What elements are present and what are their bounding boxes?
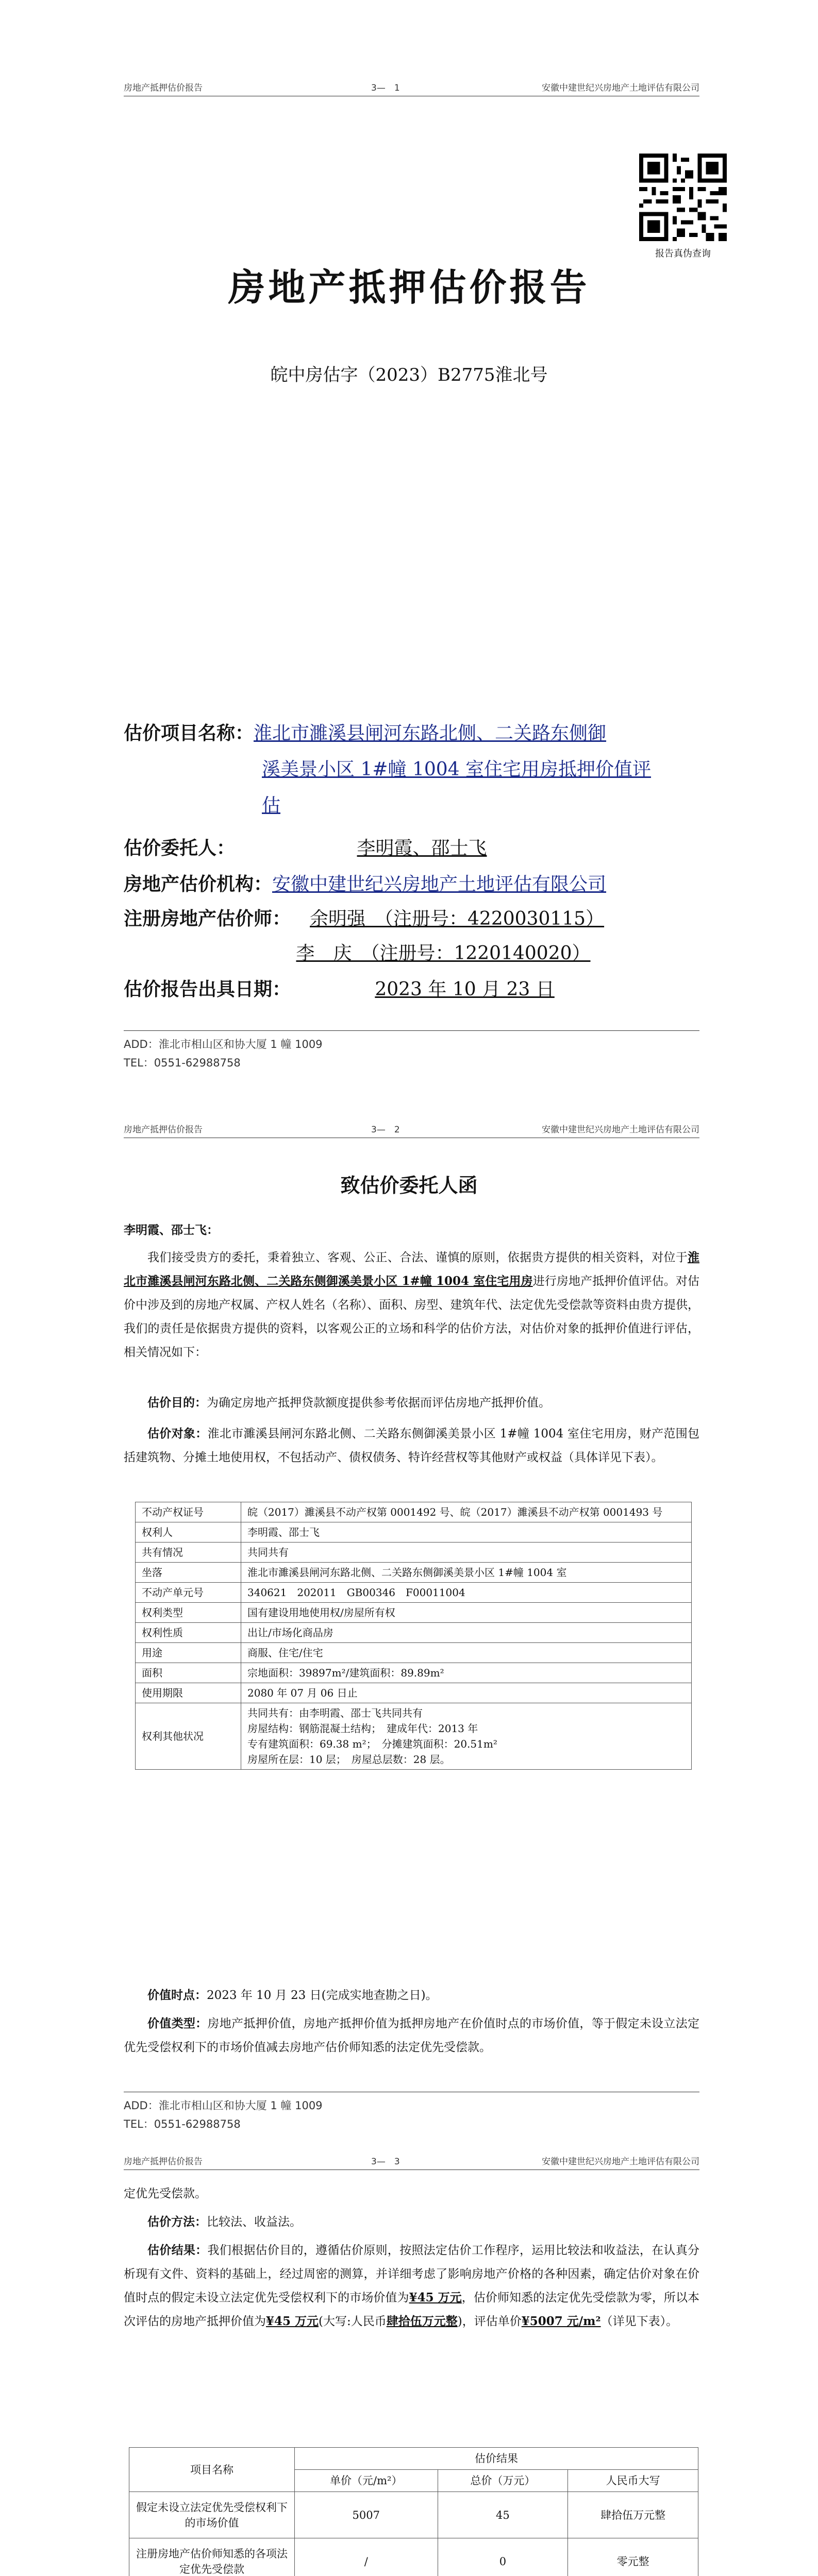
vt-header-item: 项目名称 bbox=[129, 2448, 295, 2492]
rights-value: 淮北市濉溪县闸河东路北侧、二关路东侧御溪美景小区 1#幢 1004 室 bbox=[241, 1563, 692, 1583]
rights-key: 权利人 bbox=[136, 1522, 241, 1543]
report-title: 房地产抵押估价报告 bbox=[228, 265, 590, 309]
mortgage-value: ¥45 万元 bbox=[266, 2314, 319, 2328]
org-row bbox=[124, 870, 606, 896]
table-row bbox=[136, 1583, 692, 1603]
rights-other-line: 共同共有：由李明霞、邵士飞共同共有 bbox=[247, 1707, 423, 1719]
rights-key: 用途 bbox=[136, 1643, 241, 1663]
table-row: 假定未设立法定优先受偿权利下的市场价值 5007 45 肆拾伍万元整 bbox=[129, 2492, 698, 2538]
vt-header-cn: 人民币大写 bbox=[568, 2470, 698, 2492]
appraiser-label: 注册房地产估价师： bbox=[124, 908, 291, 929]
mortgage-value-chinese: 肆拾伍万元整 bbox=[386, 2314, 458, 2328]
value-date-paragraph: 价值时点：2023 年 10 月 23 日(完成实地查勘之日)。 bbox=[147, 1988, 438, 2002]
rights-value: 共同共有 bbox=[241, 1543, 692, 1563]
vt-header-unit: 单价（元/m²） bbox=[295, 2470, 438, 2492]
rights-other-line: 房屋所在层：10 层； 房屋总层数：28 层。 bbox=[247, 1753, 450, 1766]
appraiser-2: 李 庆 （注册号：1220140020） bbox=[296, 943, 591, 964]
page-header: 房地产抵押估价报告 3— 2 安徽中建世纪兴房地产土地评估有限公司 bbox=[124, 1119, 699, 1138]
page-header bbox=[124, 77, 699, 96]
result-paragraph: 估价结果：我们根据估价目的，遵循估价原则，按照法定估价工作程序，运用比较法和收益法，在认真分析现有文件、资料的基础上，经过周密的测算，并详细考虑了影响房地产价格的各种因素，确定估价对象在价值时点的假定未设立法定优先受偿权利下的市场价值为¥45 万元，估价师知悉的法定优先受偿款为零，所以本次评估的房地产抵押价值为¥45 万元(大写:人民币肆拾伍万元整)，评估单价¥5007 元/m²（详见下表）。 bbox=[124, 2243, 700, 2328]
rights-value: 国有建设用地使用权/房屋所有权 bbox=[241, 1603, 692, 1623]
rights-key: 共有情况 bbox=[136, 1543, 241, 1563]
page-header: 房地产抵押估价报告 3— 3 安徽中建世纪兴房地产土地评估有限公司 bbox=[124, 2151, 699, 2170]
date-row bbox=[124, 975, 632, 1001]
appraiser-1: 余明强 （注册号：4220030115） bbox=[310, 908, 605, 929]
rights-value: 商服、住宅/住宅 bbox=[241, 1643, 692, 1663]
header-page-number: 3— 1 bbox=[371, 83, 400, 93]
page-footer bbox=[124, 1030, 699, 1072]
report-number: 皖中房估字（2023）B2775淮北号 bbox=[270, 365, 548, 385]
qr-code-label: 报告真伪查询 bbox=[655, 248, 711, 259]
table-row bbox=[136, 1683, 692, 1703]
rights-value: 2080 年 07 月 06 日止 bbox=[241, 1683, 692, 1703]
qr-code-icon[interactable] bbox=[639, 154, 727, 241]
date-value: 2023 年 10 月 23 日 bbox=[375, 979, 555, 1000]
header-page-number: 3— 3 bbox=[371, 2157, 400, 2167]
object-paragraph: 估价对象：淮北市濉溪县闸河东路北侧、二关路东侧御溪美景小区 1#幢 1004 室住宅用房，财产范围包括建筑物、分摊土地使用权，不包括动产、债权债务、特许经营权等其他财产或权益（具体详见下表）。 bbox=[124, 1427, 700, 1464]
rights-other-status bbox=[241, 1703, 692, 1770]
project-name-line-3: 估 bbox=[262, 795, 281, 816]
header-page-number: 3— 2 bbox=[371, 1125, 400, 1135]
rights-key: 权利其他状况 bbox=[136, 1703, 241, 1770]
cover-page bbox=[0, 0, 818, 1082]
rights-key: 权利性质 bbox=[136, 1623, 241, 1643]
table-row bbox=[136, 1522, 692, 1543]
value-type-continued: 定优先受偿款。 bbox=[124, 2187, 207, 2200]
rights-other-line: 房屋结构：钢筋混凝土结构； 建成年代：2013 年 bbox=[247, 1722, 478, 1735]
org-label: 房地产估价机构： bbox=[124, 873, 273, 895]
intro-paragraph: 我们接受贵方的委托，秉着独立、客观、公正、合法、谨慎的原则，依据贵方提供的相关资料，对位于淮北市濉溪县闸河东路北侧、二关路东侧御溪美景小区 1#幢 1004 室住宅用房进行房地产抵押价值评估。对估价中涉及到的房地产权属、产权人姓名（名称）、面积、房型、建筑年代、法定优先受偿款等资料由贵方提供，我们的责任是依据贵方提供的资料，以客观公正的立场和科学的估价方法，对估价对象的抵押价值进行评估，相关情况如下： bbox=[124, 1250, 700, 1359]
method-paragraph: 估价方法：比较法、收益法。 bbox=[147, 2215, 302, 2229]
rights-key: 不动产权证号 bbox=[136, 1502, 241, 1522]
appraiser-row bbox=[124, 904, 617, 930]
rights-value: 340621 202011 GB00346 F00011004 bbox=[241, 1583, 692, 1603]
table-row bbox=[136, 1543, 692, 1563]
value-type-paragraph: 价值类型：房地产抵押价值，房地产抵押价值为抵押房地产在价值时点的市场价值，等于假定未设立法定优先受偿权利下的市场价值减去房地产估价师知悉的法定优先受偿款。 bbox=[124, 2016, 699, 2054]
unit-price: ¥5007 元/m² bbox=[521, 2314, 601, 2328]
org-value: 安徽中建世纪兴房地产土地评估有限公司 bbox=[272, 874, 607, 895]
rights-value: 李明霞、邵士飞 bbox=[241, 1522, 692, 1543]
table-row bbox=[136, 1563, 692, 1583]
footer-address: ADD：淮北市相山区和协大厦 1 幢 1009 bbox=[124, 1038, 323, 1050]
header-left: 房地产抵押估价报告 bbox=[124, 83, 203, 93]
property-rights-table bbox=[135, 1502, 692, 1770]
property-address: 淮北市濉溪县闸河东路北侧、二关路东侧御溪美景小区 1#幢 1004 室住宅用房 bbox=[124, 1250, 699, 1288]
market-value: ¥45 万元 bbox=[409, 2291, 462, 2304]
client-row bbox=[124, 834, 603, 860]
table-row bbox=[136, 1663, 692, 1683]
footer-tel: TEL：0551-62988758 bbox=[124, 1057, 241, 1069]
valuation-result-table bbox=[129, 2447, 698, 2576]
project-name-line-2: 溪美景小区 1#幢 1004 室住宅用房抵押价值评 bbox=[262, 759, 652, 780]
page-footer: ADD：淮北市相山区和协大厦 1 幢 1009 TEL：0551-62988758 bbox=[124, 2092, 699, 2133]
header-right: 安徽中建世纪兴房地产土地评估有限公司 bbox=[542, 83, 699, 93]
table-row bbox=[136, 1703, 692, 1770]
project-name-value: 淮北市濉溪县闸河东路北侧、二关路东侧御 bbox=[254, 723, 607, 744]
table-row: 注册房地产估价师知悉的各项法定优先受偿款 / 0 零元整 bbox=[129, 2538, 698, 2576]
rights-value: 宗地面积：39897m²/建筑面积：89.89m² bbox=[241, 1663, 692, 1683]
rights-value: 皖（2017）濉溪县不动产权第 0001492 号、皖（2017）濉溪县不动产权第 0001493 号 bbox=[241, 1502, 692, 1522]
project-name-label: 估价项目名称： bbox=[124, 722, 254, 744]
rights-key: 使用期限 bbox=[136, 1683, 241, 1703]
client-value: 李明霞、邵士飞 bbox=[357, 838, 487, 859]
appraiser-row-2 bbox=[278, 939, 608, 965]
table-row bbox=[136, 1603, 692, 1623]
vt-header-result: 估价结果 bbox=[295, 2448, 698, 2470]
table-row bbox=[136, 1623, 692, 1643]
rights-key: 面积 bbox=[136, 1663, 241, 1683]
rights-key: 权利类型 bbox=[136, 1603, 241, 1623]
rights-key: 不动产单元号 bbox=[136, 1583, 241, 1603]
project-name-row bbox=[124, 719, 606, 745]
addressee: 李明霞、邵士飞： bbox=[124, 1223, 219, 1237]
rights-value: 出让/市场化商品房 bbox=[241, 1623, 692, 1643]
client-label: 估价委托人： bbox=[124, 837, 236, 859]
purpose-paragraph: 估价目的：为确定房地产抵押贷款额度提供参考依据而评估房地产抵押价值。 bbox=[147, 1396, 550, 1410]
table-row bbox=[136, 1502, 692, 1522]
table-row bbox=[136, 1643, 692, 1663]
date-label: 估价报告出具日期： bbox=[124, 978, 291, 1000]
rights-key: 坐落 bbox=[136, 1563, 241, 1583]
vt-header-total: 总价（万元） bbox=[438, 2470, 568, 2492]
letter-title: 致估价委托人函 bbox=[340, 1174, 478, 1197]
rights-other-line: 专有建筑面积：69.38 m²； 分摊建筑面积：20.51m² bbox=[247, 1738, 497, 1750]
